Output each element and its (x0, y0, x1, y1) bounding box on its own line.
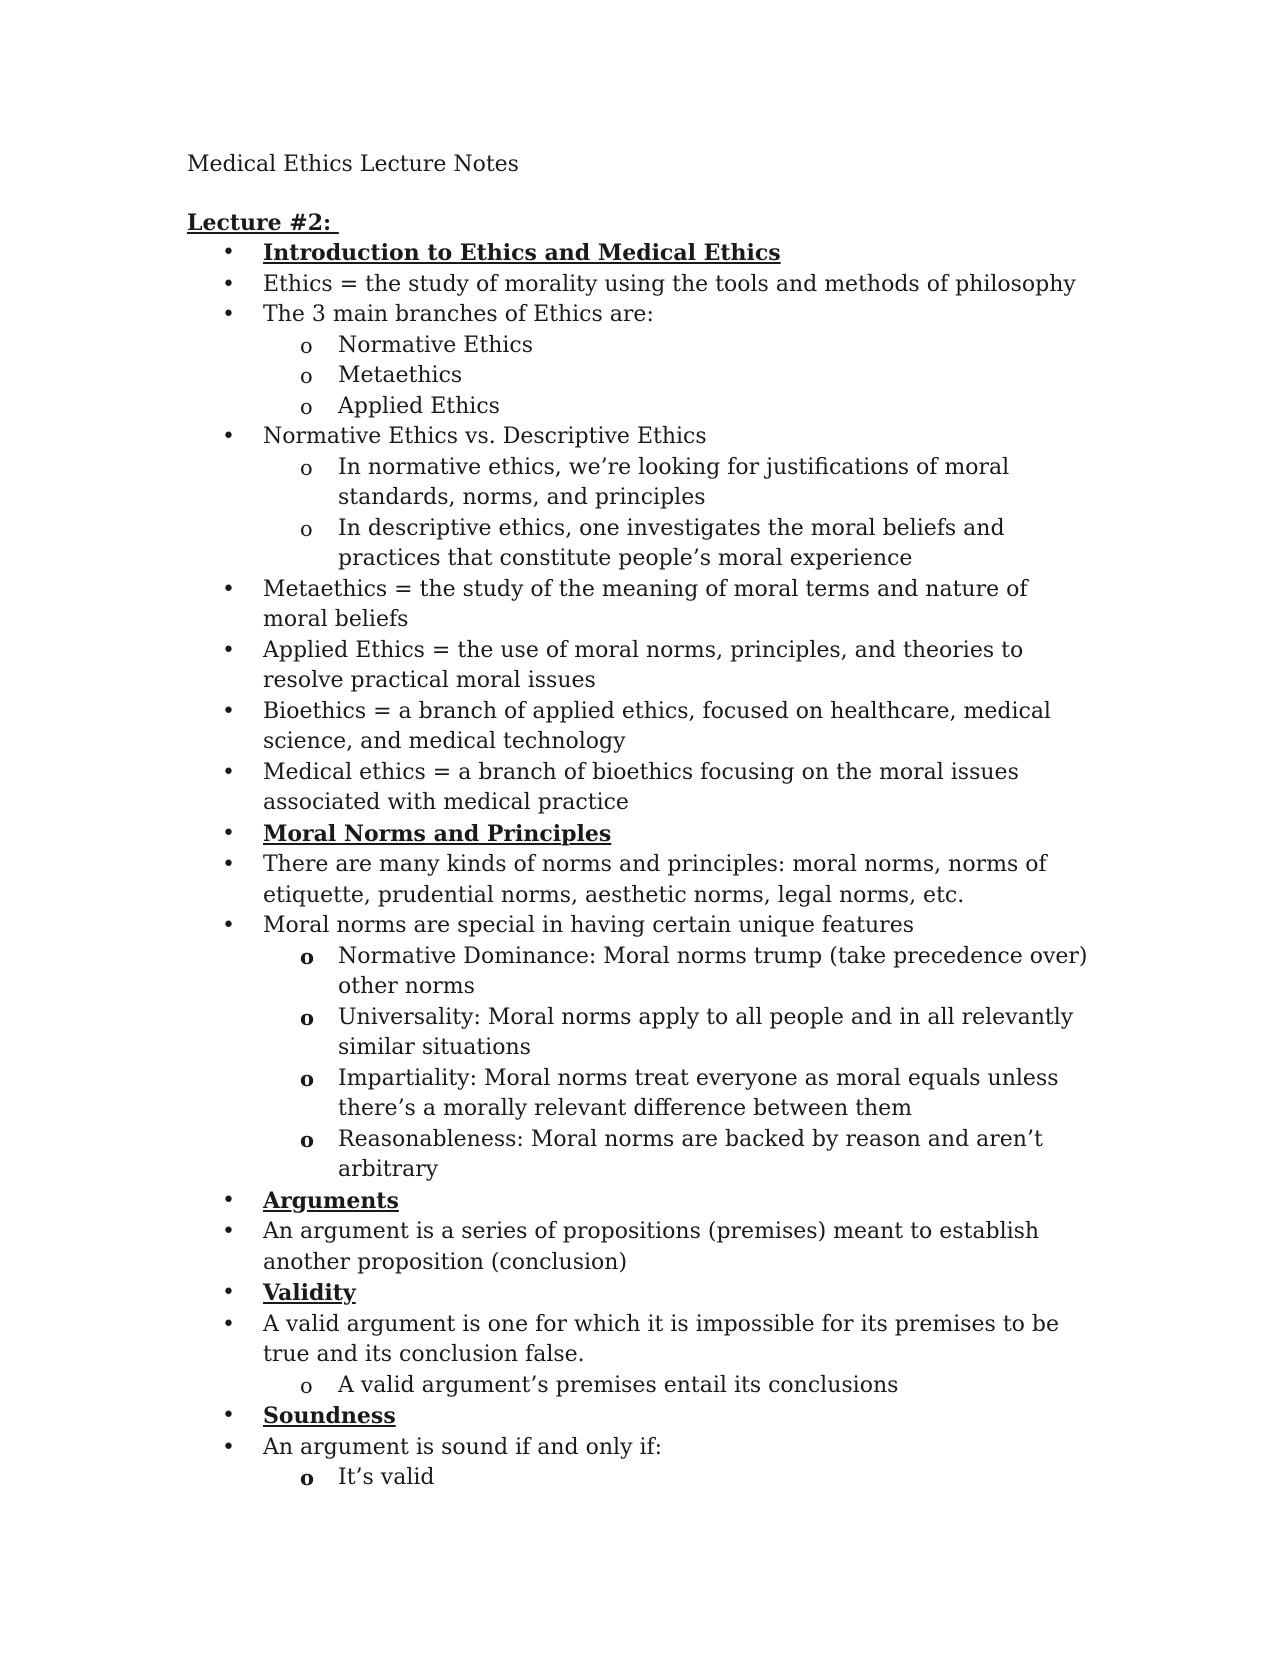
list-item (0, 758, 1280, 819)
sub-list-item (0, 1371, 1280, 1402)
list-item (0, 850, 1280, 911)
list-item-text: Applied Ethics = the use of moral norms, principles, and theories to resolve practical moral issues (263, 637, 1024, 693)
section-heading: Soundness (263, 1403, 396, 1429)
bullet-icon: • (222, 852, 235, 877)
sub-bullet-icon: o (300, 1373, 313, 1398)
sub-list-item-text: Applied Ethics (338, 393, 500, 419)
sub-list-item-text: In normative ethics, we’re looking for justifications of moral standards, norms, and principles (338, 454, 1010, 510)
bullet-icon: • (222, 637, 235, 663)
bullet-icon: • (222, 759, 235, 785)
sub-list-item-text: Universality: Moral norms apply to all people and in all relevantly similar situations (338, 1004, 1074, 1060)
section-heading: Moral Norms and Principles (263, 820, 612, 847)
bullet-icon: • (222, 913, 235, 938)
list-item (0, 819, 1280, 851)
sub-list-item-text: Metaethics (338, 363, 463, 388)
sub-list-item (0, 453, 1280, 514)
list-item-text: Metaethics = the study of the meaning of moral terms and nature of moral beliefs (263, 576, 1028, 632)
list-item (0, 238, 1280, 270)
bullet-icon: • (222, 698, 235, 724)
sub-bullet-icon: o (300, 516, 313, 541)
notes-list (0, 238, 1280, 1494)
bullet-icon: • (222, 271, 235, 297)
sub-bullet-icon: o (300, 1126, 315, 1152)
bullet-icon: • (222, 1403, 235, 1428)
sub-list-item (0, 1463, 1280, 1494)
sub-bullet-icon: o (300, 943, 315, 969)
list-item (0, 1310, 1280, 1371)
sub-list-item-text: Normative Dominance: Moral norms trump (take precedence over) other norms (338, 943, 1088, 999)
bullet-icon: • (222, 240, 235, 265)
list-item (0, 1278, 1280, 1310)
list-item-text: There are many kinds of norms and principles: moral norms, norms of etiquette, prudential norms, aesthetic norms, legal norms, etc. (263, 852, 1047, 908)
sub-list-item (0, 361, 1280, 392)
bullet-icon: • (222, 1280, 235, 1305)
sub-bullet-icon: o (300, 364, 313, 388)
sub-list-item (0, 1064, 1280, 1125)
list-item (0, 697, 1280, 758)
sub-bullet-icon: o (300, 1465, 315, 1490)
bullet-icon: • (222, 1187, 235, 1213)
section-heading: Arguments (263, 1187, 399, 1214)
list-item-text: Medical ethics = a branch of bioethics focusing on the moral issues associated with medical practice (263, 759, 1019, 815)
sub-list-item-text: It’s valid (338, 1465, 435, 1490)
list-item (0, 575, 1280, 636)
bullet-icon: • (222, 1311, 235, 1337)
sub-bullet-icon: o (300, 394, 313, 419)
document-title: Medical Ethics Lecture Notes (187, 152, 519, 177)
list-item-text: Bioethics = a branch of applied ethics, focused on healthcare, medical science, and medical technology (263, 698, 1051, 754)
bullet-icon: • (222, 820, 235, 846)
list-item (0, 1186, 1280, 1218)
sub-bullet-icon: o (300, 1065, 315, 1091)
list-item-text: Ethics = the study of morality using the tools and methods of philosophy (263, 271, 1076, 297)
lecture-heading: Lecture #2: (187, 210, 339, 236)
sub-list-item (0, 1003, 1280, 1064)
sub-list-item-text: Normative Ethics (338, 332, 534, 358)
sub-list-item-text: Impartiality: Moral norms treat everyone as moral equals unless there’s a morally relevant difference between them (338, 1065, 1059, 1121)
sub-bullet-icon: o (300, 333, 313, 358)
bullet-icon: • (222, 1219, 235, 1244)
list-item-text: Moral norms are special in having certain unique features (263, 913, 915, 938)
list-item (0, 270, 1280, 301)
sub-list-item (0, 514, 1280, 575)
section-heading: Validity (263, 1280, 356, 1306)
list-item (0, 1433, 1280, 1464)
section-heading: Introduction to Ethics and Medical Ethics (263, 240, 781, 266)
bullet-icon: • (222, 576, 235, 602)
bullet-icon: • (222, 302, 235, 327)
list-item (0, 1217, 1280, 1278)
sub-list-item-text: A valid argument’s premises entail its conclusions (338, 1372, 899, 1398)
list-item-text: A valid argument is one for which it is impossible for its premises to be true and its conclusion false. (263, 1311, 1060, 1367)
list-item (0, 636, 1280, 697)
bullet-icon: • (222, 1434, 235, 1460)
list-item-text: An argument is sound if and only if: (263, 1434, 663, 1460)
list-item (0, 422, 1280, 453)
sub-list-item-text: Reasonableness: Moral norms are backed by reason and aren’t arbitrary (338, 1126, 1043, 1182)
bullet-icon: • (222, 424, 235, 449)
list-item (0, 1401, 1280, 1433)
list-item-text: The 3 main branches of Ethics are: (263, 302, 654, 327)
sub-list-item (0, 1125, 1280, 1186)
list-item (0, 300, 1280, 331)
sub-bullet-icon: o (300, 1004, 315, 1030)
sub-bullet-icon: o (300, 455, 313, 480)
sub-list-item (0, 392, 1280, 423)
list-item-text: An argument is a series of propositions (premises) meant to establish another proposition (conclusion) (263, 1219, 1040, 1275)
list-item-text: Normative Ethics vs. Descriptive Ethics (263, 424, 707, 449)
sub-list-item (0, 331, 1280, 362)
list-item (0, 911, 1280, 942)
sub-list-item-text: In descriptive ethics, one investigates the moral beliefs and practices that constitute people’s moral experience (338, 515, 1005, 571)
sub-list-item (0, 942, 1280, 1003)
